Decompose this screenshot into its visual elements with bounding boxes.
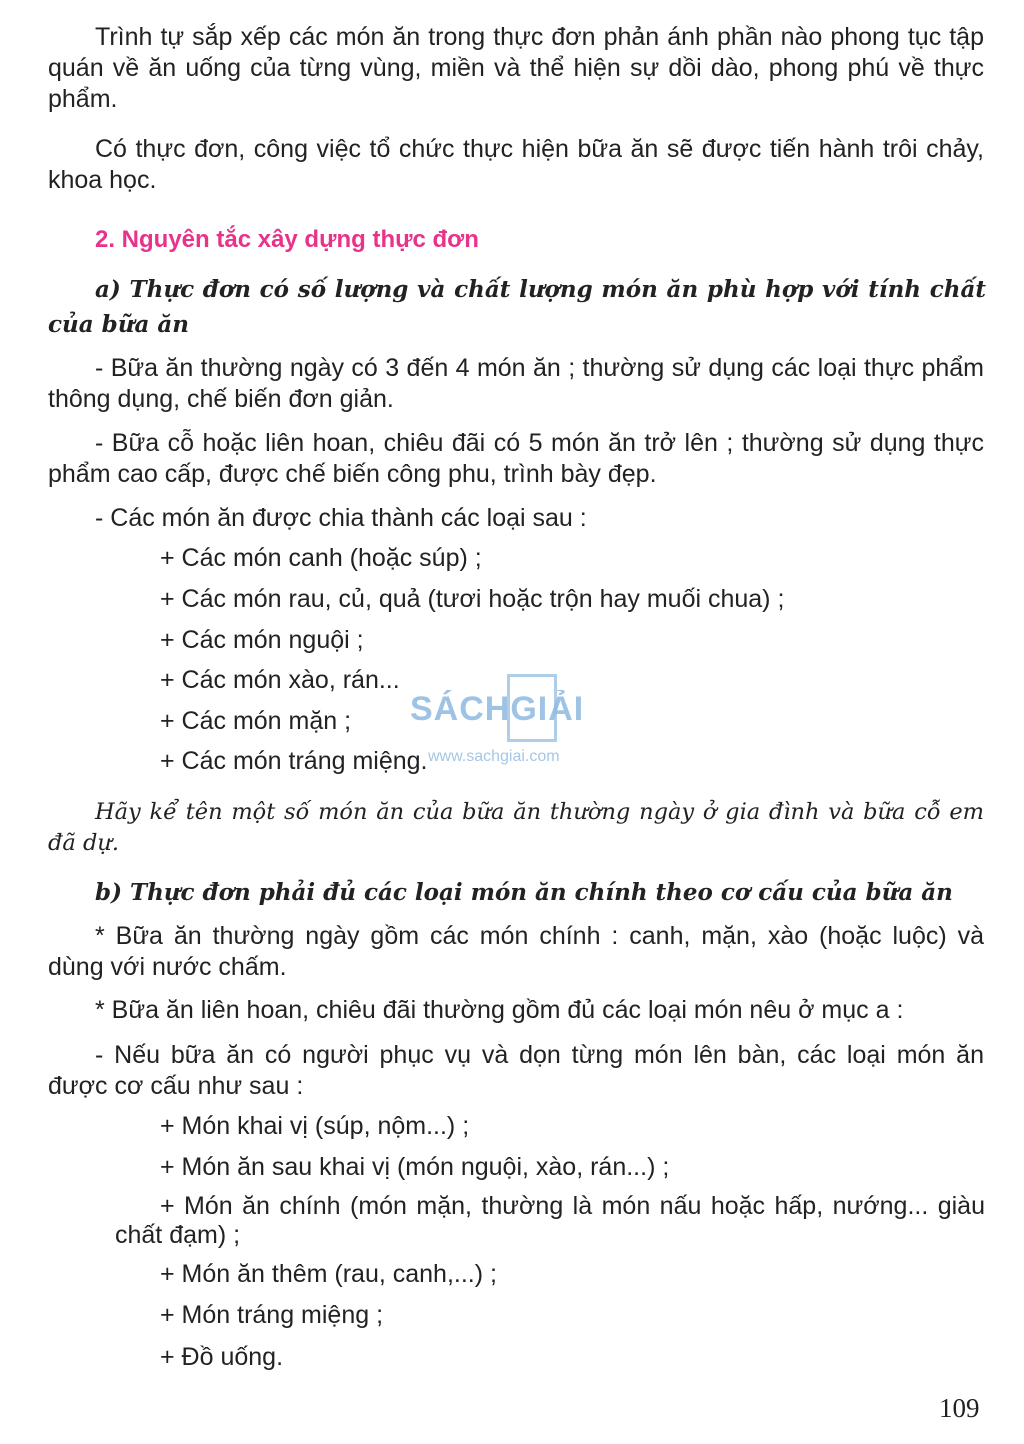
part-b-paragraph-1: * Bữa ăn thường ngày gồm các món chính : canh, mặn, xào (hoặc luộc) và dùng với nước chấm.	[48, 922, 984, 981]
part-a-question: Hãy kể tên một số món ăn của bữa ăn thường ngày ở gia đình và bữa cỗ em đã dự.	[48, 799, 984, 856]
watermark	[410, 672, 615, 767]
part-a-title: a) Thực đơn có số lượng và chất lượng món ăn phù hợp với tính chất của bữa ăn	[48, 276, 986, 338]
intro-paragraph-2: Có thực đơn, công việc tổ chức thực hiện bữa ăn sẽ được tiến hành trôi chảy, khoa học.	[48, 135, 984, 194]
list-item: + Món tráng miệng ;	[160, 1301, 384, 1329]
list-item: + Món ăn chính (món mặn, thường là món nấu hoặc hấp, nướng... giàu chất đạm) ;	[115, 1192, 985, 1249]
list-item: + Các món canh (hoặc súp) ;	[160, 544, 482, 572]
list-item: + Món ăn thêm (rau, canh,...) ;	[160, 1260, 497, 1288]
list-item: + Các món nguội ;	[160, 626, 364, 654]
watermark-url: www.sachgiai.com	[428, 748, 560, 765]
part-a-paragraph-1: - Bữa ăn thường ngày có 3 đến 4 món ăn ; thường sử dụng các loại thực phẩm thông dụng, chế biến đơn giản.	[48, 354, 984, 413]
list-item: + Đồ uống.	[160, 1343, 284, 1371]
part-b-paragraph-3: - Nếu bữa ăn có người phục vụ và dọn từng món lên bàn, các loại món ăn được cơ cấu như sau :	[48, 1041, 984, 1100]
part-a-paragraph-3: - Các món ăn được chia thành các loại sau :	[95, 504, 587, 532]
watermark-logo-text: SÁCHGIẢI	[410, 690, 585, 728]
part-b-title: b) Thực đơn phải đủ các loại món ăn chính theo cơ cấu của bữa ăn	[95, 879, 953, 906]
list-item: + Món khai vị (súp, nộm...) ;	[160, 1112, 470, 1140]
watermark-logo-frame	[507, 674, 557, 742]
section-heading: 2. Nguyên tắc xây dựng thực đơn	[95, 226, 479, 253]
part-a-paragraph-2: - Bữa cỗ hoặc liên hoan, chiêu đãi có 5 món ăn trở lên ; thường sử dụng thực phẩm cao cấp, được chế biến công phu, trình bày đẹp.	[48, 429, 984, 488]
list-item: + Các món xào, rán...	[160, 666, 400, 694]
list-item: + Món ăn sau khai vị (món nguội, xào, rán...) ;	[160, 1153, 670, 1181]
page-number: 109	[939, 1393, 980, 1423]
part-b-paragraph-2: * Bữa ăn liên hoan, chiêu đãi thường gồm đủ các loại món nêu ở mục a :	[95, 996, 904, 1024]
list-item: + Các món mặn ;	[160, 707, 352, 735]
list-item: + Các món tráng miệng.	[160, 747, 428, 775]
list-item: + Các món rau, củ, quả (tươi hoặc trộn hay muối chua) ;	[160, 585, 785, 613]
intro-paragraph-1: Trình tự sắp xếp các món ăn trong thực đơn phản ánh phần nào phong tục tập quán về ăn uống của từng vùng, miền và thể hiện sự dồi dào, phong phú về thực phẩm.	[48, 23, 984, 113]
